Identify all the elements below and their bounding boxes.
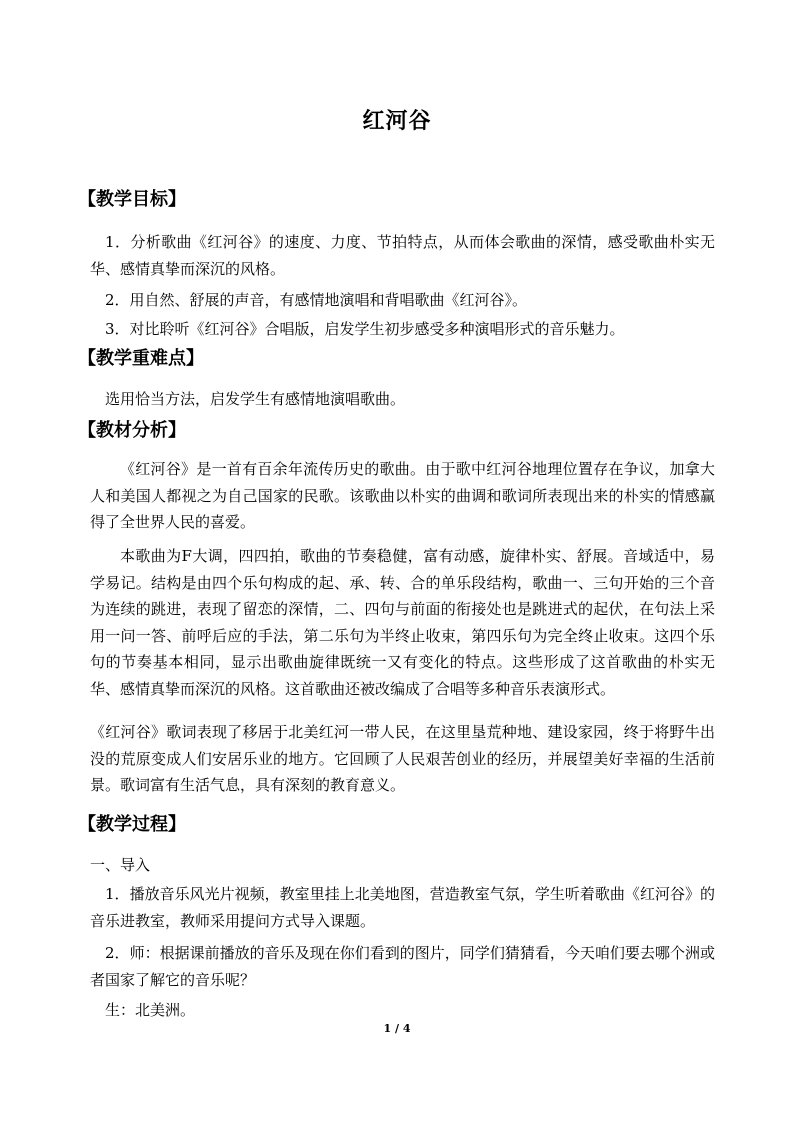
process-step-1: 1．播放音乐风光片视频，教室里挂上北美地图，营造教室气氛，学生听着歌曲《红河谷》的音乐进教室，教师采用提问方式导入课题。 bbox=[90, 885, 715, 930]
analysis-paragraph-1: 《红河谷》是一首有百余年流传历史的歌曲。由于歌中红河谷地理位置存在争议，加拿大人和美国人都视之为自己国家的民歌。该歌曲以朴实的曲调和歌词所表现出来的朴实的情感赢得了全世界人民的喜爱。 bbox=[90, 460, 715, 531]
process-step-2: 2．师：根据课前播放的音乐及现在你们看到的图片，同学们猜猜看，今天咱们要去哪个洲或者国家了解它的音乐呢？ bbox=[90, 944, 715, 989]
process-answer: 生：北美洲。 bbox=[105, 1001, 196, 1019]
page-title: 红河谷 bbox=[362, 108, 432, 134]
process-subheading-intro: 一、导入 bbox=[90, 856, 151, 874]
page-number: 1 / 4 bbox=[383, 1022, 411, 1035]
goal-item-1: 1．分析歌曲《红河谷》的速度、力度、节拍特点，从而体会歌曲的深情，感受歌曲朴实无华、感情真挚而深沉的风格。 bbox=[90, 233, 715, 278]
key-points-text: 选用恰当方法，启发学生有感情地演唱歌曲。 bbox=[105, 390, 406, 408]
section-heading-process: 【教学过程】 bbox=[78, 814, 186, 835]
section-heading-analysis: 【教材分析】 bbox=[78, 420, 186, 441]
analysis-paragraph-2: 本歌曲为F大调，四四拍，歌曲的节奏稳健，富有动感，旋律朴实、舒展。音域适中，易学易记。结构是由四个乐句构成的起、承、转、合的单乐段结构，歌曲一、三句开始的三个音为连续的跳进，表现了留恋的深情，二、四句与前面的衔接处也是跳进式的起伏，在句法上采用一问一答、前呼后应的手法，第二乐句为半终止收束，第四乐句为完全终止收束。这四个乐句的节奏基本相同，显示出歌曲旋律既统一又有变化的特点。这些形成了这首歌曲的朴实无华、感情真挚而深沉的风格。这首歌曲还被改编成了合唱等多种音乐表演形式。 bbox=[90, 547, 715, 698]
goal-item-3: 3．对比聆听《红河谷》合唱版，启发学生初步感受多种演唱形式的音乐魅力。 bbox=[105, 320, 625, 338]
goal-item-2: 2．用自然、舒展的声音，有感情地演唱和背唱歌曲《红河谷》。 bbox=[105, 291, 528, 309]
section-heading-goals: 【教学目标】 bbox=[78, 189, 186, 210]
analysis-paragraph-3: 《红河谷》歌词表现了移居于北美红河一带人民，在这里垦荒种地、建设家园，终于将野牛出没的荒原变成人们安居乐业的地方。它回顾了人民艰苦创业的经历，并展望美好幸福的生活前景。歌词富有生活气息，具有深刻的教育意义。 bbox=[90, 723, 715, 794]
section-heading-key-points: 【教学重难点】 bbox=[78, 348, 204, 369]
